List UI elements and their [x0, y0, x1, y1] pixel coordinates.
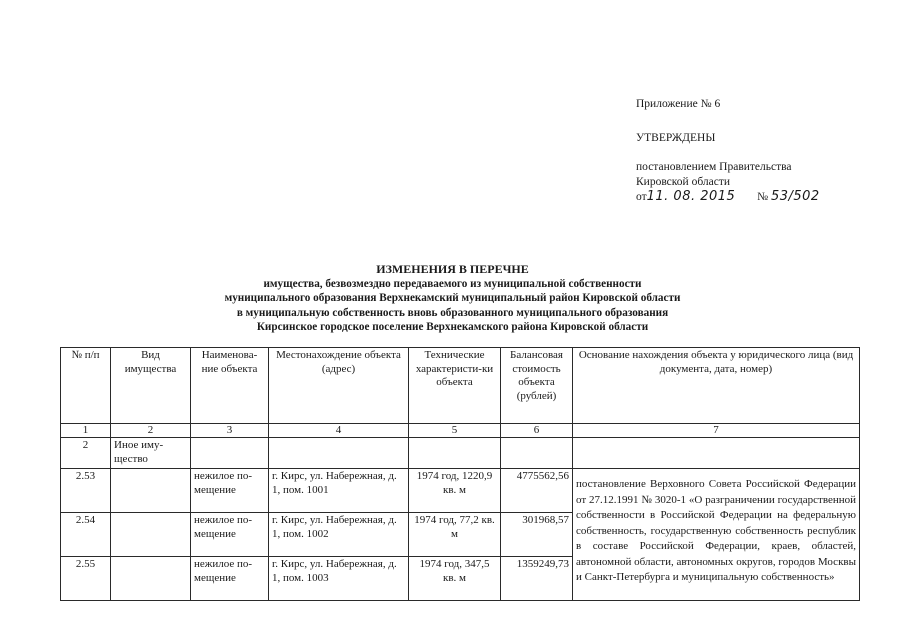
row-address: г. Кирс, ул. Набережная, д. 1, пом. 1003 — [269, 557, 409, 601]
header-value: Балансовая стоимость объекта (рублей) — [501, 348, 573, 424]
appendix-number: Приложение № 6 — [636, 98, 721, 110]
header-type: Вид имущества — [111, 348, 191, 424]
row-basis: постановление Верховного Совета Российской Федерации от 27.12.1991 № 3020-1 «О разграничении государственной собственности в Российской Федерации на федеральную собственность, государственную собственность республик в составе Российской Федерации, краев, областей, автономной области, автономных округов, городов Москвы и Санкт-Петербурга и муниципальную собственность» — [573, 469, 860, 601]
property-table — [60, 347, 860, 601]
row-num: 2.54 — [61, 513, 111, 557]
col-number: 4 — [269, 424, 409, 438]
row-value: 1359249,73 — [501, 557, 573, 601]
group-row — [61, 438, 860, 469]
col-number: 1 — [61, 424, 111, 438]
column-number-row — [61, 424, 860, 438]
row-name: нежилое по-мещение — [191, 557, 269, 601]
decree-date-line — [636, 190, 820, 204]
row-name: нежилое по-мещение — [191, 469, 269, 513]
row-num: 2.55 — [61, 557, 111, 601]
col-number: 3 — [191, 424, 269, 438]
title-line-2: имущества, безвозмездно передаваемого из муниципальной собственности — [263, 277, 642, 290]
row-tech: 1974 год, 347,5 кв. м — [409, 557, 501, 601]
group-type: Иное иму-щество — [111, 438, 191, 469]
row-name: нежилое по-мещение — [191, 513, 269, 557]
row-tech: 1974 год, 77,2 кв. м — [409, 513, 501, 557]
number-prefix: № — [757, 191, 769, 203]
col-number: 7 — [573, 424, 860, 438]
handwritten-number: 53/502 — [770, 189, 820, 204]
title-line-5: Кирсинское городское поселение Верхнекамского района Кировской области — [256, 321, 649, 333]
title-line-1: ИЗМЕНЕНИЯ В ПЕРЕЧНЕ — [376, 262, 529, 276]
row-address: г. Кирс, ул. Набережная, д. 1, пом. 1002 — [269, 513, 409, 557]
document-title — [0, 262, 905, 335]
handwritten-date: 11. 08. 2015 — [646, 189, 736, 204]
title-line-3: муниципального образования Верхнекамский муниципальный район Кировской области — [224, 292, 681, 304]
header-address: Местонахождение объекта (адрес) — [269, 348, 409, 424]
col-number: 6 — [501, 424, 573, 438]
title-line-4: в муниципальную собственность вновь образованного муниципального образования — [236, 306, 669, 319]
header-name: Наименова-ние объекта — [191, 348, 269, 424]
group-num: 2 — [61, 438, 111, 469]
row-value: 301968,57 — [501, 513, 573, 557]
row-num: 2.53 — [61, 469, 111, 513]
decree-line-1: постановлением Правительства — [636, 161, 792, 173]
decree-line-2: Кировской области — [636, 176, 731, 188]
table-row — [61, 469, 860, 513]
row-tech: 1974 год, 1220,9 кв. м — [409, 469, 501, 513]
date-prefix: от — [636, 191, 647, 203]
row-value: 4775562,56 — [501, 469, 573, 513]
approved-heading: УТВЕРЖДЕНЫ — [636, 132, 716, 144]
table-header-row — [61, 348, 860, 424]
row-address: г. Кирс, ул. Набережная, д. 1, пом. 1001 — [269, 469, 409, 513]
header-tech: Технические характеристи-ки объекта — [409, 348, 501, 424]
col-number: 2 — [111, 424, 191, 438]
header-num: № п/п — [61, 348, 111, 424]
header-basis: Основание нахождения объекта у юридического лица (вид документа, дата, номер) — [573, 348, 860, 424]
col-number: 5 — [409, 424, 501, 438]
